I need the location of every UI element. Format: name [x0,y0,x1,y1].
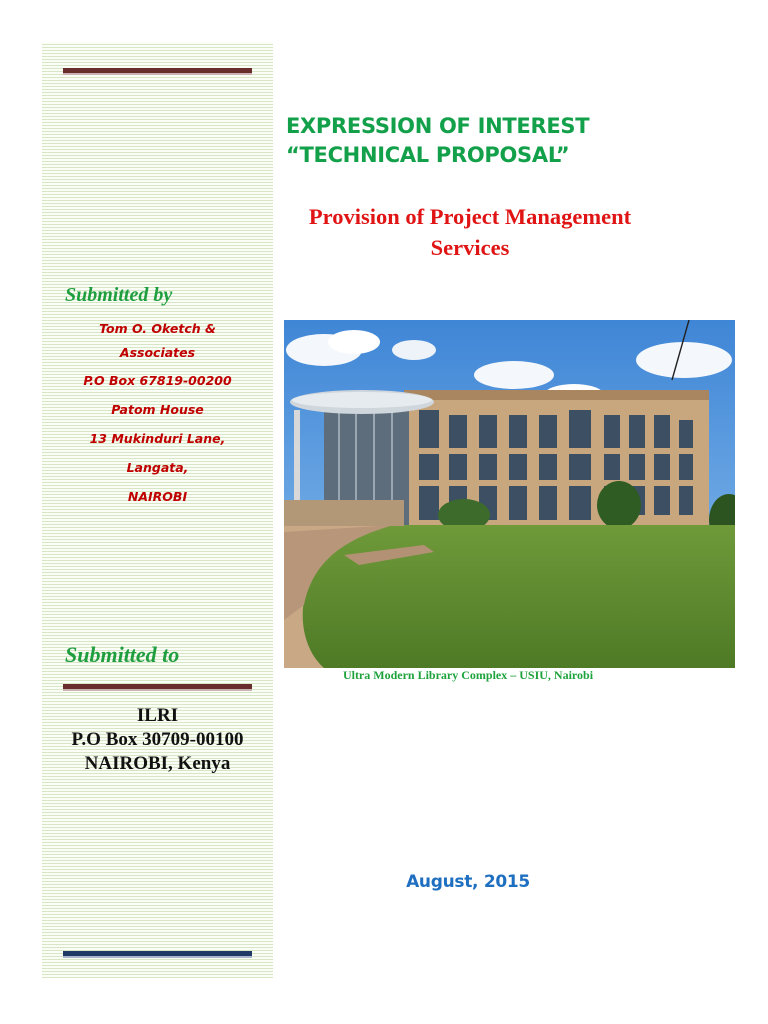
photo-caption: Ultra Modern Library Complex – USIU, Nairobi [342,668,594,682]
bottom-divider [63,951,252,958]
submitted-to-address [42,704,273,776]
submitted-by-address [42,318,273,511]
subtitle-line-1: Provision of Project Management [308,204,632,229]
address-line: NAIROBI [127,489,188,504]
subtitle-line-2: Services [430,235,510,260]
address-line: P.O Box 67819-00200 [83,373,232,388]
address-line: Patom House [111,402,204,417]
submitted-to-divider [63,684,252,691]
submitted-by-heading: Submitted by [65,284,173,306]
title-line-1: EXPRESSION OF INTEREST [286,114,590,138]
top-divider [63,68,252,75]
document-date: August, 2015 [406,872,530,892]
address-line: 13 Mukinduri Lane, [89,431,226,446]
recipient-line: P.O Box 30709-00100 [71,729,244,750]
title-line-2: “TECHNICAL PROPOSAL” [286,143,570,167]
document-subtitle [286,201,654,263]
address-line: Tom O. Oketch & [99,321,216,336]
document-title [286,112,589,170]
library-complex-photo [284,320,735,668]
recipient-line: ILRI [136,705,179,726]
submitted-to-heading: Submitted to [65,642,180,667]
address-line: Langata, [126,460,189,475]
address-line: Associates [119,345,196,360]
recipient-line: NAIROBI, Kenya [84,753,231,774]
